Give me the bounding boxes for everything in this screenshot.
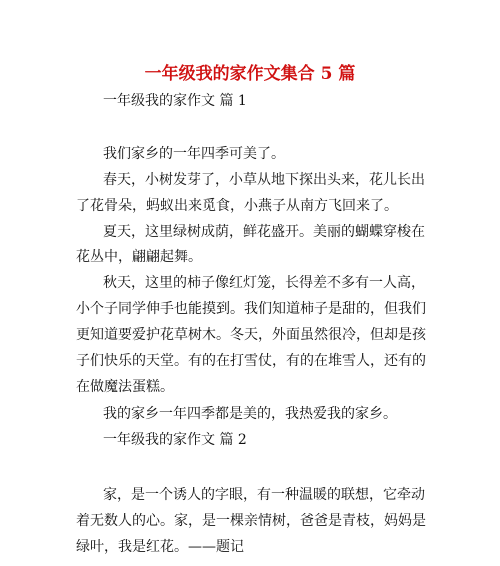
s1-p4-line-5: 在做魔法蛋糕。	[76, 379, 174, 395]
s1-p2-line-1: 春天，小树发芽了，小草从地下探出头来，花儿长出	[103, 172, 425, 188]
s1-p4-line-2: 小个子同学伸手也能摸到。我们知道柿子是甜的，但我们	[76, 301, 426, 317]
section-1-heading: 一年级我的家作文 篇 1	[103, 93, 247, 109]
s1-p4-line-1: 秋天，这里的柿子像红灯笼，长得差不多有一人高，	[103, 275, 425, 291]
s1-p3-line-2: 花丛中，翩翩起舞。	[76, 249, 202, 265]
s1-p4-line-3: 更知道要爱护花草树木。冬天，外面虽然很冷，但却是孩	[76, 327, 426, 343]
document-title: 一年级我的家作文集合 5 篇	[144, 64, 356, 84]
s1-p5-line-1: 我的家乡一年四季都是美的，我热爱我的家乡。	[103, 406, 397, 422]
s1-p2-line-2: 了花骨朵，蚂蚁出来觅食，小燕子从南方飞回来了。	[76, 198, 398, 214]
s2-p1-line-2: 着无数人的心。家，是一棵亲情树，爸爸是青枝，妈妈是	[76, 513, 426, 529]
section-2-heading: 一年级我的家作文 篇 2	[103, 432, 247, 448]
s1-p4-line-4: 子们快乐的天堂。有的在打雪仗，有的在堆雪人，还有的	[76, 353, 426, 369]
s2-p1-line-3: 绿叶，我是红花。——题记	[76, 539, 244, 555]
s1-p3-line-1: 夏天，这里绿树成荫，鲜花盛开。美丽的蝴蝶穿梭在	[103, 224, 425, 240]
s1-p1-line-1: 我们家乡的一年四季可美了。	[103, 146, 285, 162]
s2-p1-line-1: 家，是一个诱人的字眼，有一种温暖的联想，它牵动	[103, 487, 425, 503]
